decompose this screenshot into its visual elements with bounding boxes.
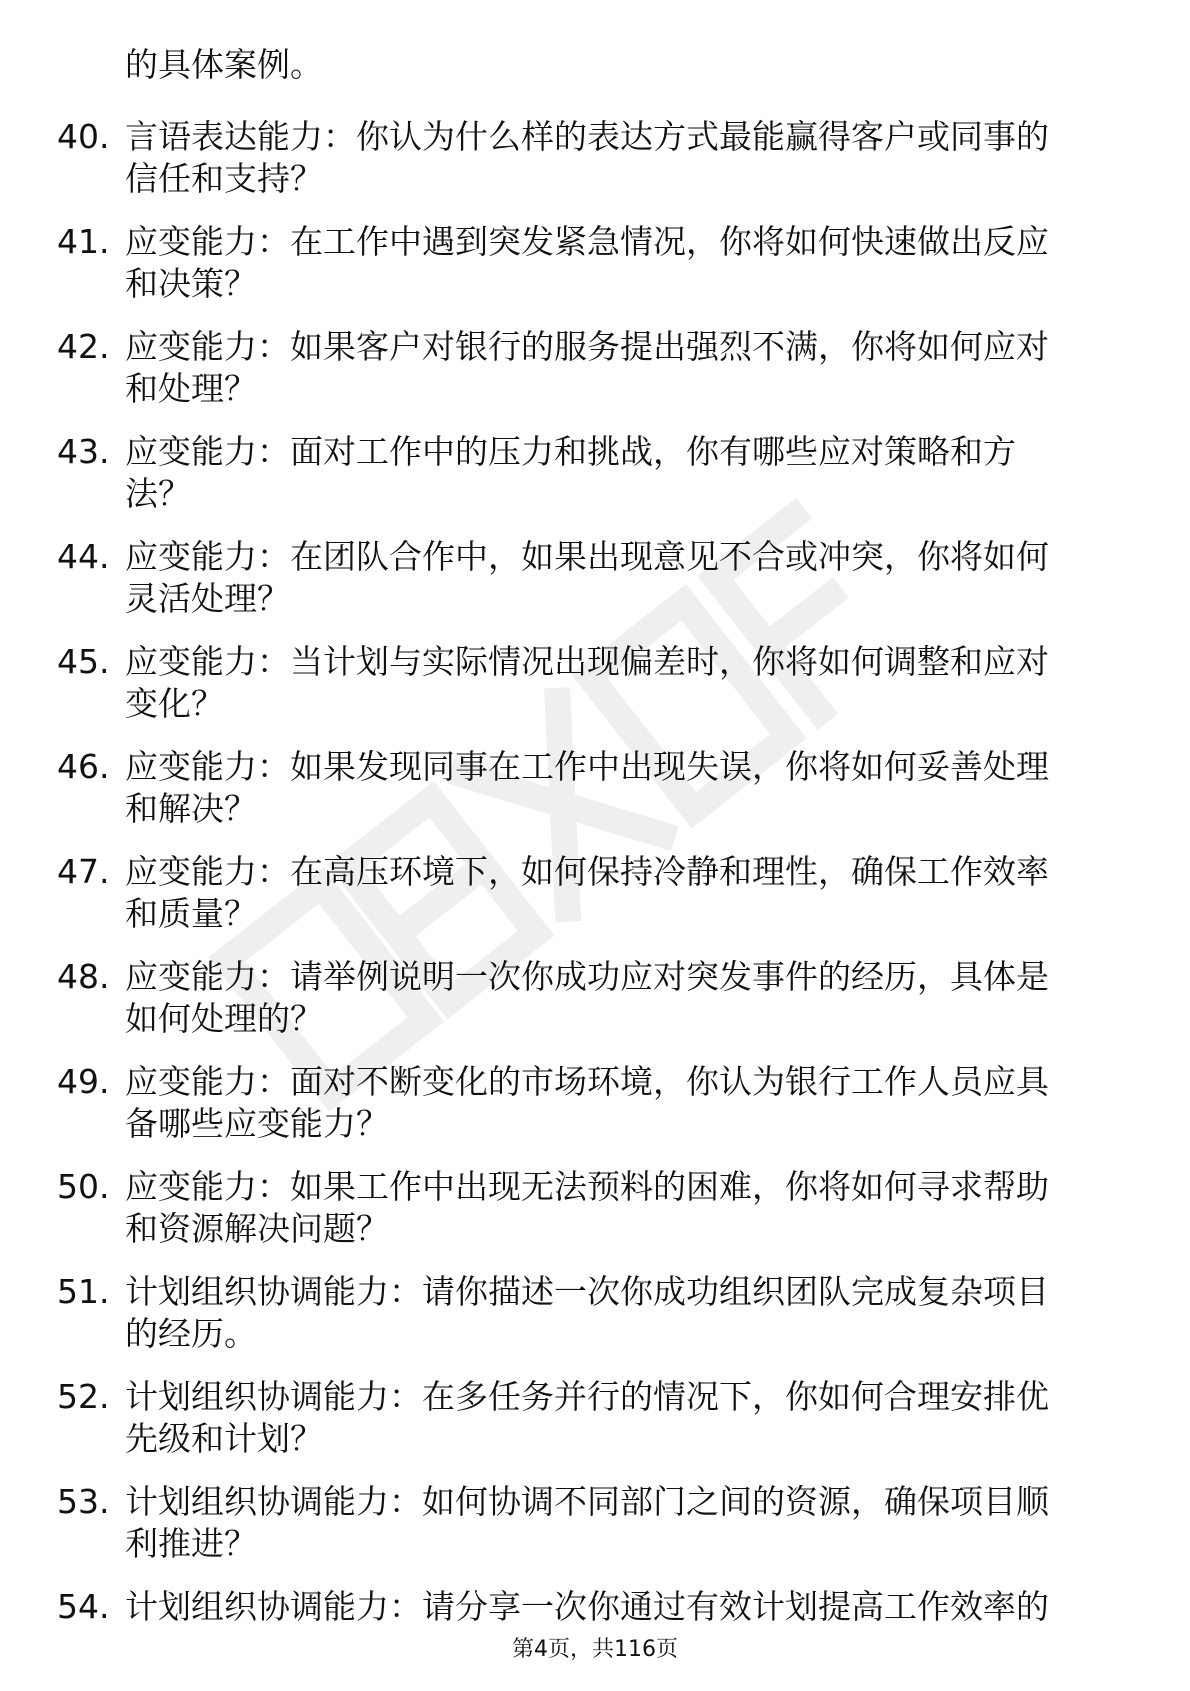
item-text-line: 备哪些应变能力？ (125, 1104, 389, 1143)
list-item (0, 1061, 1190, 1166)
item-text-line: 先级和计划？ (125, 1419, 323, 1458)
item-number: 48. (57, 957, 110, 996)
item-text-line: 利推进？ (125, 1524, 257, 1563)
item-text (125, 641, 1115, 725)
item-number: 44. (57, 537, 110, 576)
item-text-line: 应变能力：在高压环境下，如何保持冷静和理性，确保工作效率 (125, 852, 1049, 891)
item-number: 41. (57, 222, 110, 261)
item-number: 54. (57, 1587, 110, 1626)
list-item (0, 1376, 1190, 1481)
item-text-line: 应变能力：面对工作中的压力和挑战，你有哪些应对策略和方 (125, 432, 1016, 471)
list-item (0, 1481, 1190, 1586)
item-text-line: 计划组织协调能力：请你描述一次你成功组织团队完成复杂项目 (125, 1272, 1049, 1311)
item-text-line: 信任和支持？ (125, 159, 323, 198)
item-text-line: 计划组织协调能力：在多任务并行的情况下，你如何合理安排优 (125, 1377, 1049, 1416)
list-item (0, 746, 1190, 851)
item-text (125, 1271, 1115, 1355)
item-text-line: 法？ (125, 474, 191, 513)
item-text (125, 326, 1115, 410)
item-number: 40. (57, 117, 110, 156)
question-list (0, 116, 1190, 1691)
item-text (125, 116, 1115, 200)
item-text (125, 851, 1115, 935)
item-text-line: 应变能力：如果发现同事在工作中出现失误，你将如何妥善处理 (125, 747, 1049, 786)
item-text (125, 1061, 1115, 1145)
list-item (0, 536, 1190, 641)
item-text-line: 应变能力：当计划与实际情况出现偏差时，你将如何调整和应对 (125, 642, 1049, 681)
item-number: 47. (57, 852, 110, 891)
item-text (125, 221, 1115, 305)
item-text-line: 应变能力：如果工作中出现无法预料的困难，你将如何寻求帮助 (125, 1167, 1049, 1206)
item-text-line: 应变能力：在工作中遇到突发紧急情况，你将如何快速做出反应 (125, 222, 1049, 261)
list-item (0, 641, 1190, 746)
item-text (125, 1166, 1115, 1250)
item-number: 46. (57, 747, 110, 786)
list-item (0, 431, 1190, 536)
list-item (0, 116, 1190, 221)
item-text (125, 956, 1115, 1040)
item-text (125, 1586, 1115, 1628)
item-text (125, 1481, 1115, 1565)
item-text-line: 和决策？ (125, 264, 257, 303)
continuation-text: 的具体案例。 (125, 45, 323, 84)
item-text-line: 和处理？ (125, 369, 257, 408)
item-text (125, 1376, 1115, 1460)
item-text-line: 应变能力：在团队合作中，如果出现意见不合或冲突，你将如何 (125, 537, 1049, 576)
item-text-line: 应变能力：请举例说明一次你成功应对突发事件的经历，具体是 (125, 957, 1049, 996)
list-item (0, 956, 1190, 1061)
page-footer: 第4页，共116页 (512, 1637, 678, 1662)
item-text-line: 计划组织协调能力：请分享一次你通过有效计划提高工作效率的 (125, 1587, 1049, 1626)
item-text (125, 746, 1115, 830)
item-number: 51. (57, 1272, 110, 1311)
item-text-line: 如何处理的？ (125, 999, 323, 1038)
item-number: 43. (57, 432, 110, 471)
item-number: 52. (57, 1377, 110, 1416)
list-item (0, 326, 1190, 431)
item-text-line: 和解决？ (125, 789, 257, 828)
item-text-line: 和资源解决问题？ (125, 1209, 389, 1248)
list-item (0, 1166, 1190, 1271)
item-text (125, 431, 1115, 515)
item-number: 50. (57, 1167, 110, 1206)
item-text-line: 变化？ (125, 684, 224, 723)
list-item (0, 1271, 1190, 1376)
item-text-line: 言语表达能力：你认为什么样的表达方式最能赢得客户或同事的 (125, 117, 1049, 156)
item-number: 53. (57, 1482, 110, 1521)
item-number: 42. (57, 327, 110, 366)
item-text (125, 536, 1115, 620)
item-text-line: 应变能力：面对不断变化的市场环境，你认为银行工作人员应具 (125, 1062, 1049, 1101)
item-number: 45. (57, 642, 110, 681)
item-text-line: 应变能力：如果客户对银行的服务提出强烈不满，你将如何应对 (125, 327, 1049, 366)
item-text-line: 计划组织协调能力：如何协调不同部门之间的资源，确保项目顺 (125, 1482, 1049, 1521)
item-text-line: 的经历。 (125, 1314, 257, 1353)
item-text-line: 灵活处理？ (125, 579, 290, 618)
list-item (0, 851, 1190, 956)
item-text-line: 和质量？ (125, 894, 257, 933)
item-number: 49. (57, 1062, 110, 1101)
list-item (0, 221, 1190, 326)
